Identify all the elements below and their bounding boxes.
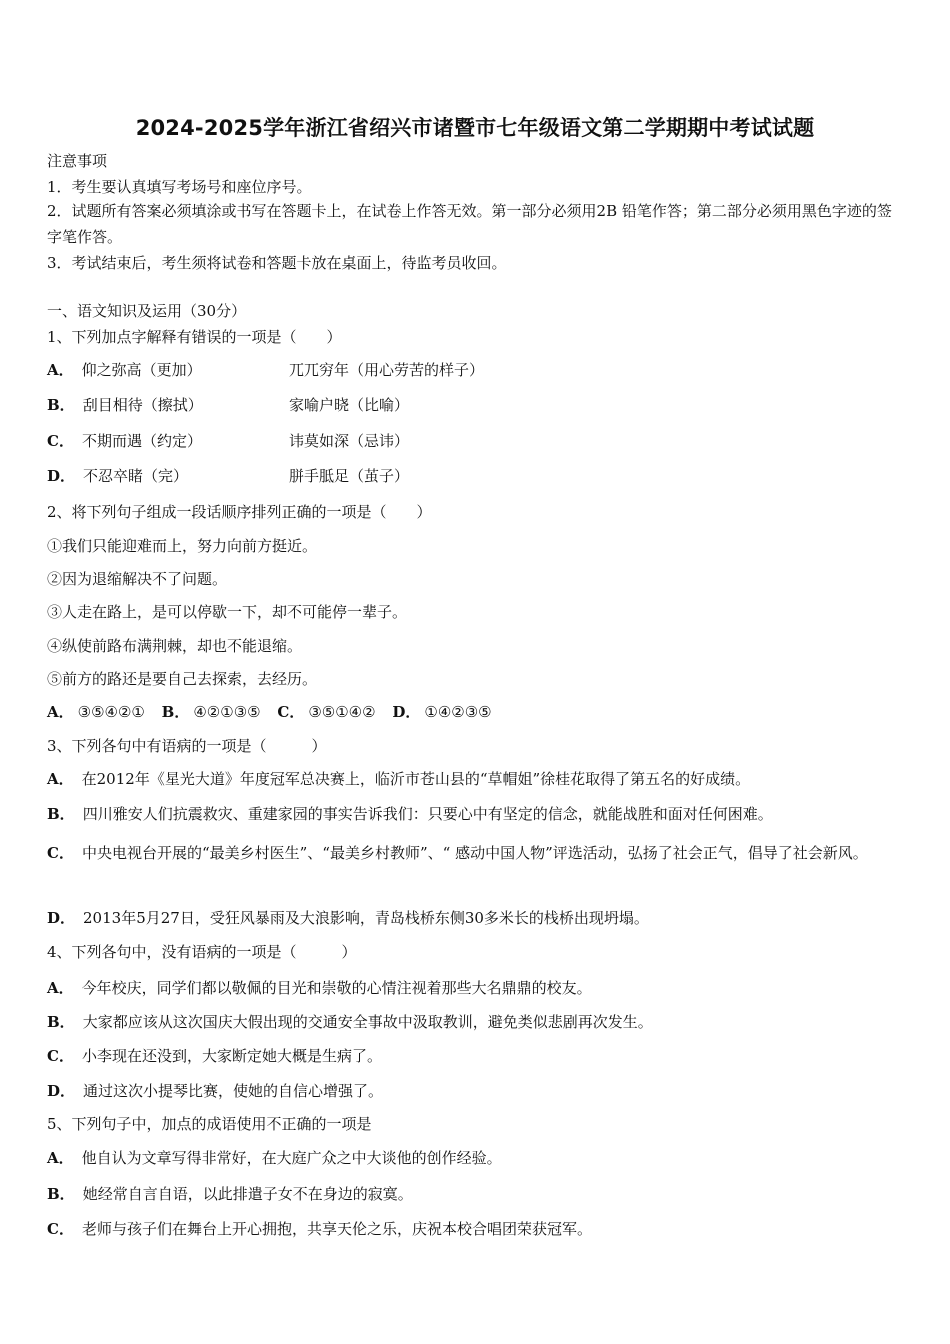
- q3-option-d: [47, 908, 649, 928]
- q4-option-d: [47, 1081, 383, 1101]
- q1-option-d: [47, 466, 907, 486]
- notes-heading: 注意事项: [47, 152, 108, 170]
- q1-option-c: [47, 431, 907, 451]
- q2-sentence: ④纵使前路布满荆棘，却也不能退缩。: [47, 637, 303, 655]
- option-label: A．: [47, 703, 74, 721]
- option-label: D．: [47, 1082, 76, 1100]
- q4-option-a: [47, 978, 592, 998]
- option-text: ④②①③⑤: [193, 703, 261, 721]
- option-label: C．: [47, 844, 74, 862]
- option-text: 通过这次小提琴比赛，使她的自信心增强了。: [83, 1082, 384, 1100]
- option-text: ③⑤④②①: [77, 703, 145, 721]
- q3-option-b: [47, 804, 773, 824]
- option-text: 仰之弥高（更加）: [81, 361, 202, 379]
- option-text: 不期而遇（约定）: [81, 432, 202, 450]
- option-label: B．: [47, 805, 75, 823]
- q3-option-a: [47, 769, 750, 789]
- note-item: 1．考生要认真填写考场号和座位序号。: [47, 178, 312, 196]
- question-2-stem: 2、将下列句子组成一段话顺序排列正确的一项是（ ）: [47, 503, 432, 521]
- option-label: D．: [47, 467, 76, 485]
- option-label: C．: [47, 1047, 74, 1065]
- option-text: 他自认为文章写得非常好，在大庭广众之中大谈他的创作经验。: [81, 1149, 502, 1167]
- question-5-stem: 5、下列句子中，加点的成语使用不正确的一项是: [47, 1115, 372, 1133]
- option-label: D．: [47, 909, 76, 927]
- option-text: 老师与孩子们在舞台上开心拥抱，共享天伦之乐，庆祝本校合唱团荣获冠军。: [81, 1220, 592, 1238]
- option-text: 四川雅安人们抗震救灾、重建家园的事实告诉我们：只要心中有坚定的信念，就能战胜和面对任何困难。: [82, 805, 773, 823]
- q5-option-c: [47, 1219, 592, 1239]
- option-label: A．: [47, 1149, 74, 1167]
- option-label: B．: [47, 1013, 75, 1031]
- option-label: A．: [47, 979, 74, 997]
- option-label: A．: [47, 361, 74, 379]
- option-text: 中央电视台开展的“最美乡村医生”、“最美乡村教师”、“ 感动中国人物”评选活动，弘扬了社会正气，倡导了社会新风。: [81, 844, 868, 862]
- option-label: A．: [47, 770, 74, 788]
- option-text: 今年校庆，同学们都以敬佩的目光和崇敬的心情注视着那些大名鼎鼎的校友。: [81, 979, 592, 997]
- option-text: 她经常自言自语，以此排遣子女不在身边的寂寞。: [82, 1185, 413, 1203]
- option-text: ③⑤①④②: [308, 703, 376, 721]
- q2-sentence: ③人走在路上，是可以停歇一下，却不可能停一辈子。: [47, 603, 408, 621]
- q5-option-a: [47, 1148, 502, 1168]
- option-label: C．: [47, 1220, 74, 1238]
- option-text: 兀兀穷年（用心劳苦的样子）: [289, 361, 485, 379]
- q2-options: [47, 702, 492, 722]
- q2-sentence: ⑤前方的路还是要自己去探索，去经历。: [47, 670, 318, 688]
- q2-sentence: ①我们只能迎难而上，努力向前方挺近。: [47, 537, 318, 555]
- q1-option-a: [47, 360, 907, 380]
- note-item: 2．试题所有答案必须填涂或书写在答题卡上，在试卷上作答无效。第一部分必须用2B 铅笔作答；第二部分必须用黑色字迹的签字笔作答。: [47, 202, 892, 246]
- q5-option-b: [47, 1184, 413, 1204]
- option-text: 不忍卒睹（完）: [83, 467, 189, 485]
- option-label: C．: [47, 432, 74, 450]
- option-text: 2013年5月27日，受狂风暴雨及大浪影响，青岛栈桥东侧30多米长的栈桥出现坍塌。: [83, 909, 649, 927]
- option-label: C．: [277, 703, 305, 721]
- option-label: B．: [161, 703, 190, 721]
- question-4-stem: 4、下列各句中，没有语病的一项是（ ）: [47, 943, 357, 961]
- option-label: B．: [47, 396, 75, 414]
- q4-option-c: [47, 1046, 382, 1066]
- question-3-stem: 3、下列各句中有语病的一项是（ ）: [47, 737, 327, 755]
- option-text: 家喻户晓（比喻）: [289, 396, 410, 414]
- q3-option-c: [47, 835, 905, 871]
- option-text: 讳莫如深（忌讳）: [289, 432, 410, 450]
- option-text: 小李现在还没到，大家断定她大概是生病了。: [81, 1047, 382, 1065]
- option-text: ①④②③⑤: [424, 703, 492, 721]
- option-label: B．: [47, 1185, 75, 1203]
- q1-option-b: [47, 395, 907, 415]
- q2-sentence: ②因为退缩解决不了问题。: [47, 570, 228, 588]
- option-text: 大家都应该从这次国庆大假出现的交通安全事故中汲取教训，避免类似悲剧再次发生。: [82, 1013, 653, 1031]
- section-heading: 一、语文知识及运用（30分）: [47, 302, 247, 320]
- q4-option-b: [47, 1012, 653, 1032]
- option-label: D．: [392, 703, 421, 721]
- option-text: 在2012年《星光大道》年度冠军总决赛上，临沂市苍山县的“草帽姐”徐桂花取得了第五名的好成绩。: [81, 770, 751, 788]
- option-text: 刮目相待（擦拭）: [82, 396, 203, 414]
- page-title: 2024-2025学年浙江省绍兴市诸暨市七年级语文第二学期期中考试试题: [135, 116, 815, 140]
- question-1-stem: 1、下列加点字解释有错误的一项是（ ）: [47, 328, 342, 346]
- option-text: 胼手胝足（茧子）: [289, 467, 410, 485]
- note-item: 3．考试结束后，考生须将试卷和答题卡放在桌面上，待监考员收回。: [47, 254, 507, 272]
